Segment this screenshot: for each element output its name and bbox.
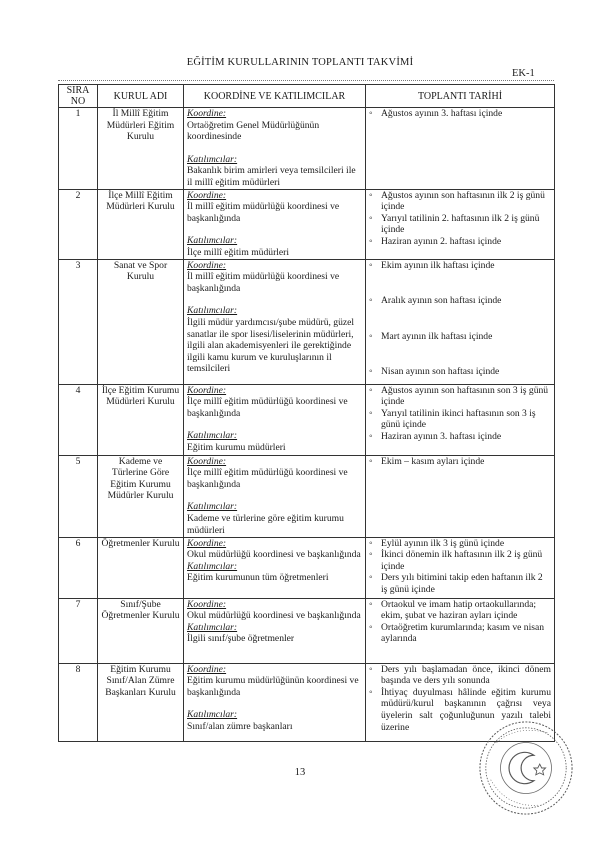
meeting-date-cell (366, 108, 555, 190)
spacer (187, 698, 362, 709)
kurul-name: Eğitim Kurumu Sınıf/Alan Zümre Başkanları Kurulu (98, 663, 184, 741)
participants-label: Katılımcılar: (187, 621, 238, 633)
meeting-date-item: ◦ İkinci dönemin ilk haftasının ilk 2 iş günü içinde (369, 549, 551, 572)
participants-label: Katılımcılar: (187, 501, 238, 513)
coordination-text: İl millî eğitim müdürlüğü koordinesi ve başkanlığında (187, 201, 340, 224)
meeting-date-item: ◦ Nisan ayının son haftası içinde (369, 366, 551, 378)
meeting-date-item: ◦ Ortaöğretim kurumlarında; kasım ve nisan aylarında (369, 622, 551, 645)
participants-label: Katılımcılar: (187, 305, 238, 317)
row-number: 7 (59, 598, 98, 663)
meeting-date-list (369, 190, 551, 248)
table-row (59, 537, 555, 598)
participants-text: Kademe ve türlerine göre eğitim kurumu müdürleri (187, 512, 344, 536)
header-toplanti-tarihi: TOPLANTI TARİHİ (366, 85, 555, 108)
meeting-date-item: ◦ Ağustos ayının son haftasının son 3 iş günü içinde (369, 385, 551, 408)
meeting-date-cell (366, 259, 555, 384)
participants-label: Katılımcılar: (187, 235, 238, 247)
participants-label: Katılımcılar: (187, 709, 238, 721)
kurul-name: İlçe Eğitim Kurumu Müdürleri Kurulu (98, 384, 184, 455)
participants-label: Katılımcılar: (187, 560, 238, 572)
coordination-label: Koordine: (187, 384, 227, 396)
participants-text: Eğitim kurumu müdürleri (187, 441, 286, 453)
meeting-date-list (369, 599, 551, 645)
coordination-text: İlçe millî eğitim müdürlüğü koordinesi ve başkanlığında (187, 396, 348, 419)
meeting-date-item: ◦ Ekim ayının ilk haftası içinde (369, 260, 551, 272)
meeting-schedule-table (58, 84, 555, 742)
coordination-cell (184, 108, 366, 190)
table-row (59, 598, 555, 663)
spacer (187, 419, 362, 430)
coordination-cell (184, 663, 366, 741)
coordination-text: Eğitim kurumu müdürlüğünün koordinesi ve başkanlığında (187, 675, 359, 698)
coordination-label: Koordine: (187, 259, 227, 271)
coordination-label: Koordine: (187, 663, 227, 675)
table-header-row (59, 85, 555, 108)
meeting-date-cell (366, 455, 555, 537)
table-row (59, 259, 555, 384)
spacer (187, 143, 362, 154)
participants-text: İlgili sınıf/şube öğretmenler (187, 633, 295, 645)
kurul-name: Öğretmenler Kurulu (98, 537, 184, 598)
row-number: 4 (59, 384, 98, 455)
header-divider (58, 80, 554, 81)
official-seal-stamp (477, 719, 575, 817)
meeting-date-item: ◦ Haziran ayının 3. haftası içinde (369, 431, 551, 443)
meeting-date-item: ◦ Yarıyıl tatilinin 2. haftasının ilk 2 iş günü içinde (369, 213, 551, 236)
coordination-label: Koordine: (187, 189, 227, 201)
meeting-date-cell (366, 598, 555, 663)
header-koordine: KOORDİNE VE KATILIMCILAR (184, 85, 366, 108)
coordination-label: Koordine: (187, 455, 227, 467)
meeting-date-item: ◦ Aralık ayının son haftası içinde (369, 295, 551, 307)
header-sira: SIRA (66, 85, 90, 96)
coordination-text: İl millî eğitim müdürlüğü koordinesi ve başkanlığında (187, 271, 340, 294)
participants-text: Sınıf/alan zümre başkanları (187, 720, 293, 732)
document-title: EĞİTİM KURULLARININ TOPLANTI TAKVİMİ (186, 57, 414, 68)
coordination-label: Koordine: (187, 598, 227, 610)
meeting-date-item: ◦ Ekim – kasım ayları içinde (369, 456, 551, 468)
meeting-date-item: ◦ İhtiyaç duyulması hâlinde eğitim kurumu müdürü/kurul başkanının çağrısı veya üyelerin salt çoğunluğunun yazılı talebi üzerine (369, 687, 551, 733)
header-no: NO (70, 96, 86, 107)
kurul-name: Sınıf/Şube Öğretmenler Kurulu (98, 598, 184, 663)
meeting-date-list (369, 456, 551, 468)
meeting-date-item: ◦ Haziran ayının 2. haftası içinde (369, 236, 551, 248)
header-sira-no (59, 85, 98, 108)
table-row (59, 189, 555, 259)
meeting-date-item: ◦ Ağustos ayının son haftasının ilk 2 iş günü içinde (369, 190, 551, 213)
row-number: 2 (59, 189, 98, 259)
row-number: 6 (59, 537, 98, 598)
coordination-text: Okul müdürlüğü koordinesi ve başkanlığında (187, 549, 361, 561)
row-number: 3 (59, 259, 98, 384)
coordination-text: Ortaöğretim Genel Müdürlüğünün koordinesinde (187, 119, 320, 143)
page-number: 13 (294, 767, 306, 778)
annex-label: EK-1 (512, 68, 535, 79)
meeting-date-cell (366, 537, 555, 598)
meeting-date-cell (366, 189, 555, 259)
spacer (187, 224, 362, 235)
meeting-date-item: ◦ Mart ayının ilk haftası içinde (369, 331, 551, 343)
meeting-date-item: ◦ Ortaokul ve imam hatip ortaokullarında; ekim, şubat ve haziran ayları içinde (369, 599, 551, 622)
meeting-date-item: ◦ Ders yılı başlamadan önce, ikinci dönem başında ve ders yılı sonunda (369, 664, 551, 687)
spacer (187, 294, 362, 305)
row-number: 8 (59, 663, 98, 741)
meeting-date-list (369, 108, 551, 120)
meeting-date-cell (366, 384, 555, 455)
meeting-date-item: ◦ Ağustos ayının 3. haftası içinde (369, 108, 551, 120)
kurul-name: İlçe Millî Eğitim Müdürleri Kurulu (98, 189, 184, 259)
meeting-date-item: ◦ Eylül ayının ilk 3 iş günü içinde (369, 538, 551, 550)
table-row (59, 108, 555, 190)
meeting-date-list (369, 385, 551, 443)
coordination-cell (184, 455, 366, 537)
meeting-date-list (369, 260, 551, 378)
header-kurul-adi: KURUL ADI (98, 85, 184, 108)
coordination-cell (184, 598, 366, 663)
kurul-name: İl Millî Eğitim Müdürleri Eğitim Kurulu (98, 108, 184, 190)
spacer (187, 490, 362, 501)
coordination-text: İlçe millî eğitim müdürlüğü koordinesi ve başkanlığında (187, 467, 348, 490)
table-row (59, 455, 555, 537)
coordination-cell (184, 384, 366, 455)
coordination-text: Okul müdürlüğü koordinesi ve başkanlığında (187, 610, 361, 622)
table-row (59, 384, 555, 455)
row-number: 1 (59, 108, 98, 190)
kurul-name: Kademe ve Türlerine Göre Eğitim Kurumu Müdürler Kurulu (98, 455, 184, 537)
coordination-cell (184, 189, 366, 259)
participants-text: İlgili müdür yardımcısı/şube müdürü, güzel sanatlar ile spor lisesi/liselerinin müdürleri, ilgili alan akademisyenleri ile gerektiğinde ilgili kamu kurum ve kuruluşlarının il temsilcileri (187, 316, 355, 375)
coordination-cell (184, 259, 366, 384)
participants-text: Eğitim kurumunun tüm öğretmenleri (187, 572, 329, 584)
participants-text: Bakanlık birim amirleri veya temsilcileri ile il millî eğitim müdürleri (187, 165, 356, 188)
participants-label: Katılımcılar: (187, 430, 238, 442)
participants-label: Katılımcılar: (187, 153, 238, 165)
kurul-name: Sanat ve Spor Kurulu (98, 259, 184, 384)
row-number: 5 (59, 455, 98, 537)
coordination-label: Koordine: (187, 537, 227, 549)
meeting-date-list (369, 538, 551, 596)
meeting-date-item: ◦ Ders yılı bitimini takip eden haftanın ilk 2 iş günü içinde (369, 572, 551, 595)
coordination-label: Koordine: (187, 108, 227, 119)
participants-text: İlçe millî eğitim müdürleri (187, 246, 290, 258)
meeting-date-item: ◦ Yarıyıl tatilinin ikinci haftasının son 3 iş günü içinde (369, 408, 551, 431)
coordination-cell (184, 537, 366, 598)
